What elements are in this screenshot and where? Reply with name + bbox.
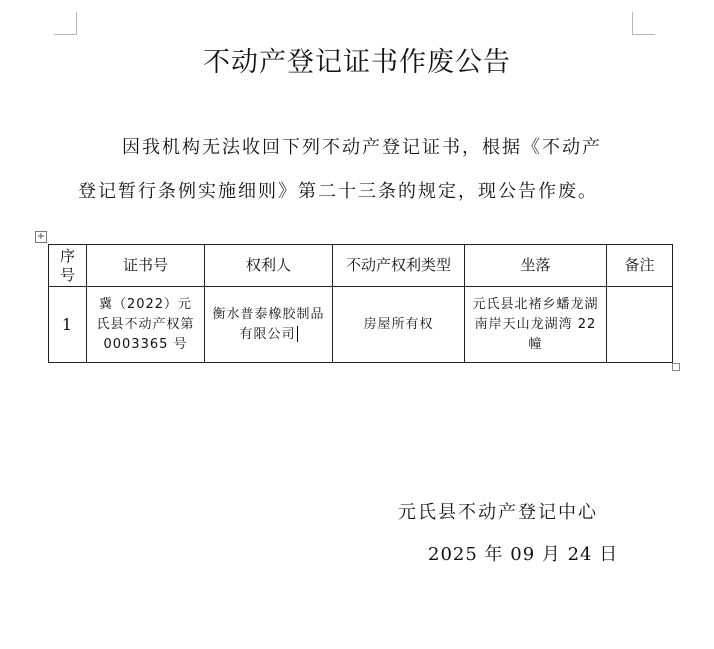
announcement-date: 2025 年 09 月 24 日	[428, 544, 619, 565]
cell-holder-text: 衡水普泰橡胶制品有限公司	[212, 306, 325, 342]
paragraph-line-1: 因我机构无法收回下列不动产登记证书，根据《不动产	[122, 137, 602, 158]
announcement-paragraph	[78, 126, 650, 214]
table-header-row	[49, 245, 673, 287]
cell-remark[interactable]	[607, 287, 673, 363]
cell-right-type[interactable]: 房屋所有权	[333, 287, 465, 363]
page-corner-mark-top-left	[54, 12, 77, 35]
cell-location[interactable]: 元氏县北褚乡蟠龙湖南岸天山龙湖湾 22 幢	[465, 287, 607, 363]
move-handle-icon[interactable]: +	[36, 231, 46, 242]
document-title: 不动产登记证书作废公告	[203, 47, 511, 78]
resize-handle-icon[interactable]	[672, 363, 680, 371]
certificate-table	[48, 244, 673, 363]
cell-seq[interactable]: 1	[49, 287, 87, 363]
header-cell-seq: 序号	[49, 245, 87, 287]
page-corner-mark-top-right	[632, 12, 655, 35]
paragraph-line-2: 登记暂行条例实施细则》第二十三条的规定，现公告作废。	[78, 181, 598, 202]
header-cell-remark: 备注	[607, 245, 673, 287]
header-cell-holder: 权利人	[205, 245, 333, 287]
header-cell-cert: 证书号	[87, 245, 205, 287]
cell-holder[interactable]	[205, 287, 333, 363]
text-cursor	[297, 326, 298, 342]
table-row	[49, 287, 673, 363]
issuer-signature: 元氏县不动产登记中心	[398, 502, 598, 523]
cell-cert[interactable]: 冀（2022）元氏县不动产权第 0003365 号	[87, 287, 205, 363]
header-cell-right-type: 不动产权利类型	[333, 245, 465, 287]
header-cell-location: 坐落	[465, 245, 607, 287]
